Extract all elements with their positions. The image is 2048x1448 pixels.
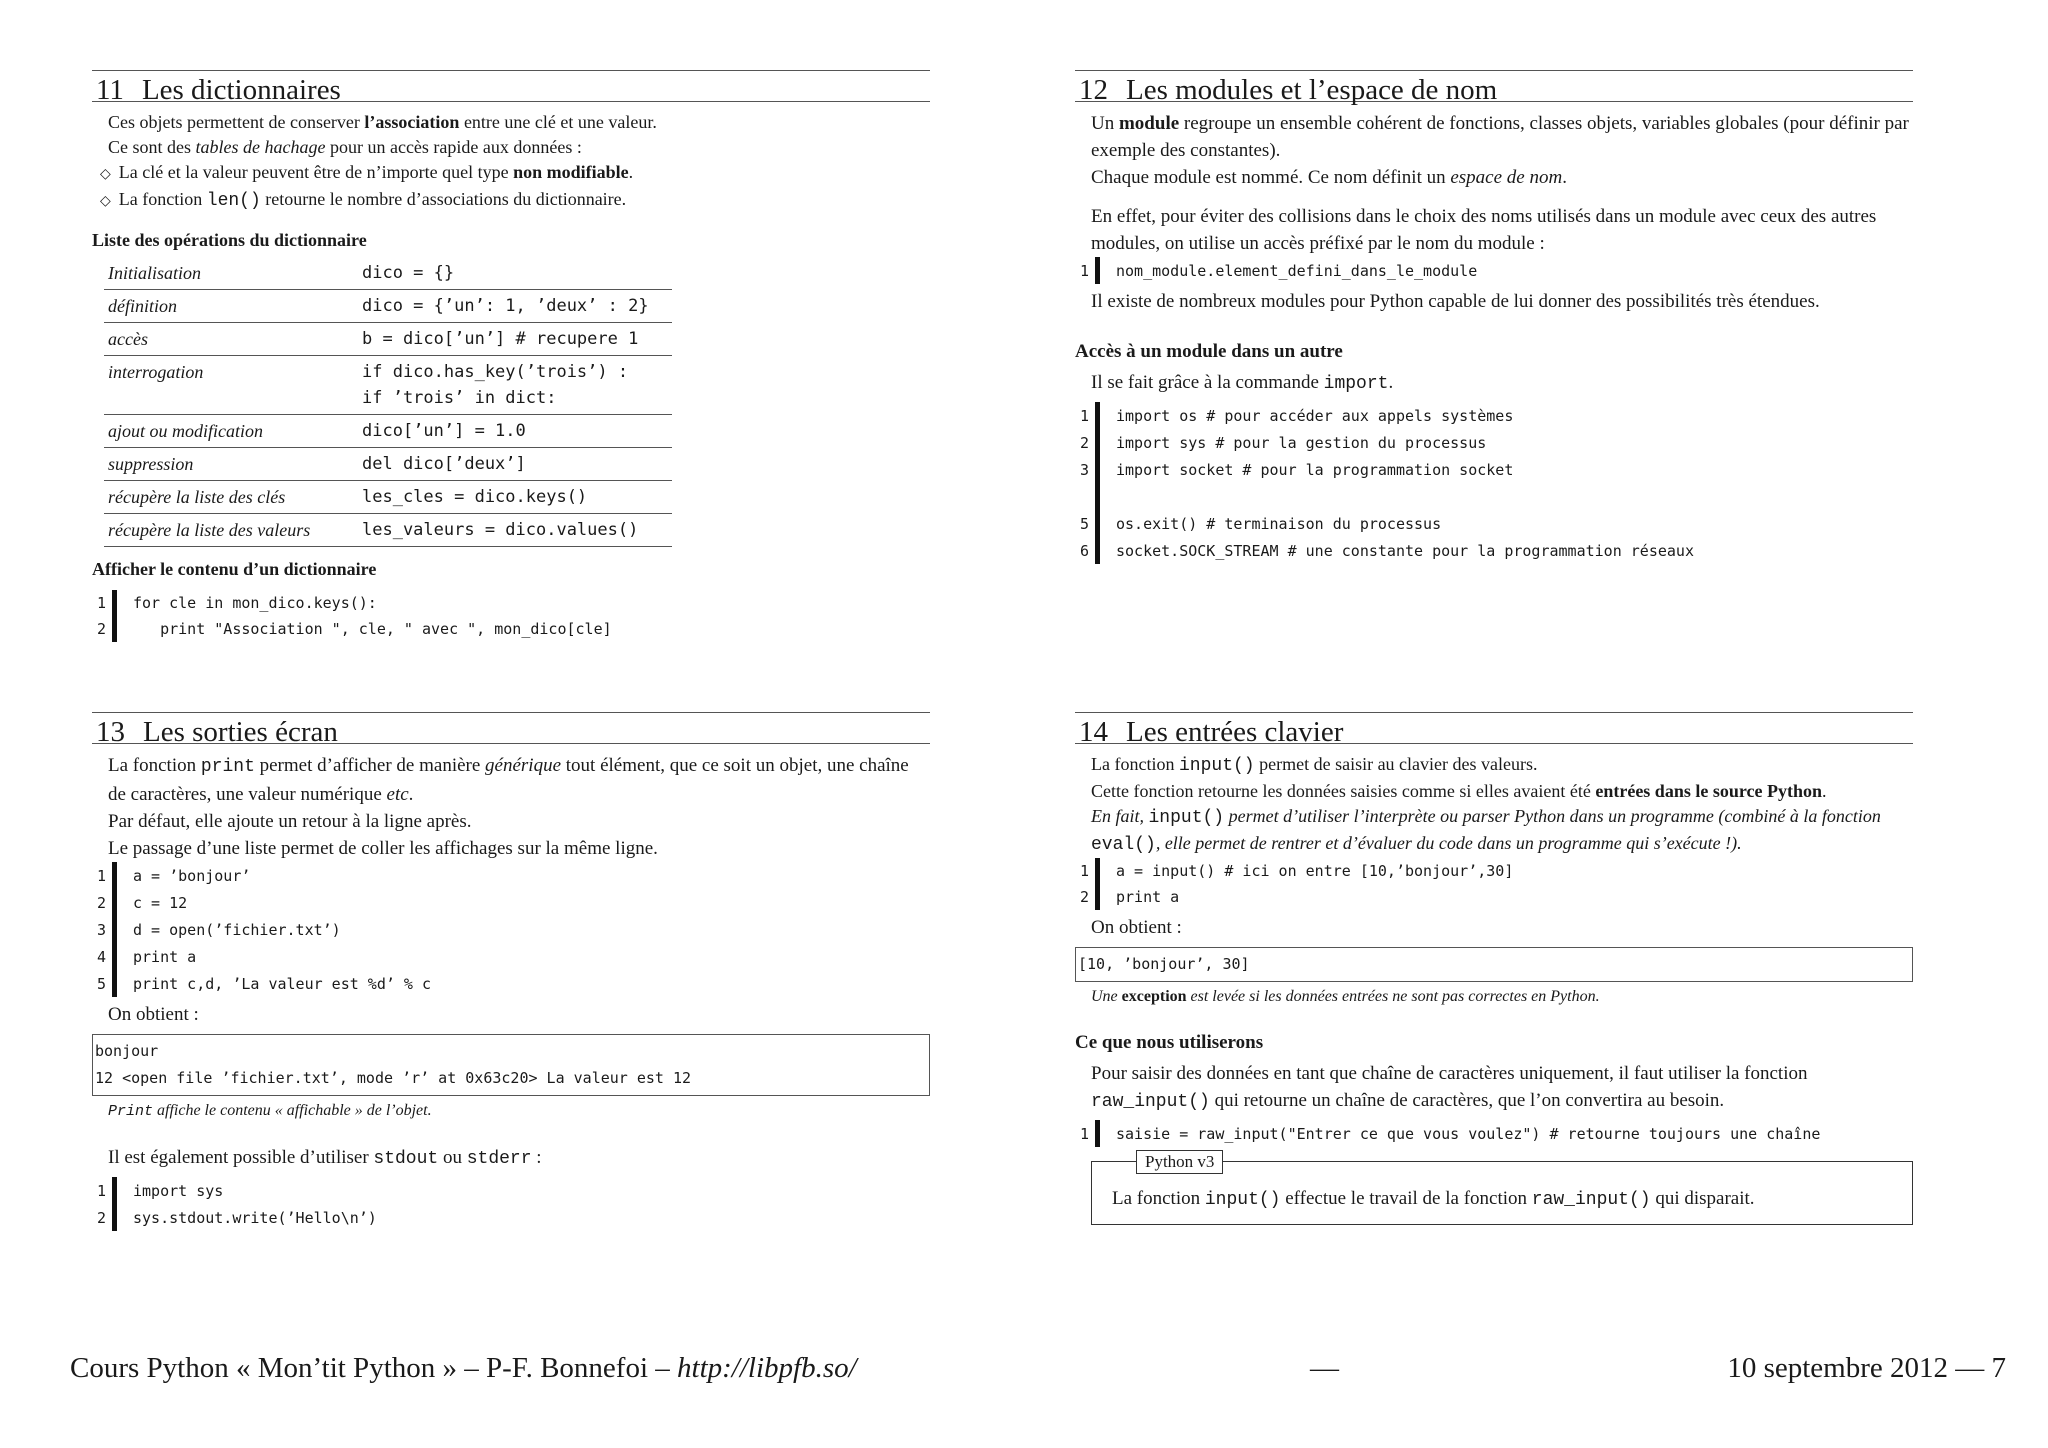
code-bar (1095, 257, 1100, 284)
box-label: Python v3 (1136, 1150, 1223, 1174)
code-bar (112, 889, 117, 916)
code-line (1075, 257, 1913, 284)
line-number: 1 (96, 1181, 106, 1200)
line-number: 1 (96, 866, 106, 885)
text: . (1822, 781, 1827, 801)
code-line (1075, 1120, 1913, 1147)
code-line (92, 862, 930, 889)
code-bar (1095, 456, 1100, 483)
text-bold: exception (1121, 988, 1187, 1005)
subheading: Afficher le contenu d’un dictionnaire (92, 559, 377, 579)
table-row (104, 323, 672, 356)
section-14 (1075, 712, 1913, 1225)
code-block (92, 862, 930, 997)
line-number: 5 (1079, 514, 1089, 533)
text: La fonction (118, 189, 207, 209)
line-number: 1 (1079, 261, 1089, 280)
section-title: Les entrées clavier (1126, 716, 1344, 748)
text: . (628, 162, 634, 182)
paragraph: Par défaut, elle ajoute un retour à la ligne après. (108, 811, 472, 832)
table-row (104, 415, 672, 448)
inline-code: input() (1204, 1190, 1281, 1210)
text: La fonction (1112, 1188, 1205, 1209)
text: Il se fait grâce à la commande (1091, 372, 1324, 393)
inline-code: stdout (373, 1149, 439, 1169)
text: Ce sont des (108, 137, 196, 157)
operation-name: récupère la liste des valeurs (104, 514, 358, 547)
paragraph: On obtient : (108, 1004, 199, 1025)
code-line (1075, 456, 1913, 483)
code-text: del dico[’deux’] (362, 454, 526, 474)
operation-code (358, 356, 672, 415)
code-text: dico = {’un’: 1, ’deux’ : 2} (362, 296, 649, 316)
line-number: 2 (1079, 888, 1089, 906)
footer-center: — (1310, 1352, 1339, 1384)
section-number: 12 (1079, 74, 1108, 106)
text-bold: entrées dans le source Python (1595, 781, 1822, 801)
code-line (92, 590, 930, 616)
code-bar (1095, 884, 1100, 910)
operation-name: accès (104, 323, 358, 356)
inline-code: import (1323, 374, 1389, 394)
line-number: 5 (96, 974, 106, 993)
code-block (92, 590, 930, 642)
footer-text: Cours Python « Mon’tit Python » – P-F. Bonnefoi – (70, 1352, 678, 1384)
code-text: print c,d, ’La valeur est %d’ % c (133, 974, 432, 993)
output-line: [10, ’bonjour’, 30] (1078, 955, 1250, 973)
table-row (104, 290, 672, 323)
code-block (1075, 402, 1913, 564)
section-title: Les sorties écran (143, 716, 338, 748)
code-bar (112, 590, 117, 616)
diamond-icon: ◇ (100, 167, 111, 182)
code-line (92, 916, 930, 943)
subheading: Liste des opérations du dictionnaire (92, 230, 367, 250)
code-line (92, 1204, 930, 1231)
section-body (92, 752, 930, 862)
text: Il est également possible d’utiliser (108, 1147, 374, 1168)
section-number: 14 (1079, 716, 1108, 748)
operation-code (358, 257, 672, 290)
text: qui retourne un chaîne de caractères, que l’on convertira au besoin. (1209, 1090, 1725, 1111)
code-bar (112, 916, 117, 943)
operation-code (358, 448, 672, 481)
table-row (104, 448, 672, 481)
text: permet d’utiliser l’interprète ou parser Python dans un programme (combiné à la fonction (1224, 806, 1881, 826)
code-bar (112, 1177, 117, 1204)
text: entre une clé et une valeur. (459, 112, 657, 132)
text: permet d’afficher de manière (254, 755, 486, 776)
code-text: socket.SOCK_STREAM # une constante pour la programmation réseaux (1116, 541, 1694, 560)
footer-left (70, 1352, 857, 1385)
note (92, 1102, 930, 1120)
code-text: c = 12 (133, 893, 188, 912)
text: retourne le nombre d’associations du dictionnaire. (260, 189, 627, 209)
code-block (1075, 858, 1913, 910)
operation-code (358, 514, 672, 547)
text: tout élément, que ce soit un objet, une chaîne de caractères, une valeur numérique (108, 755, 909, 805)
operation-name: Initialisation (104, 257, 358, 290)
code-line (92, 889, 930, 916)
table-row (104, 481, 672, 514)
text-bold: module (1118, 113, 1180, 134)
code-text: b = dico[’un’] # recupere 1 (362, 329, 639, 349)
inline-code: print (200, 757, 255, 777)
text: La clé et la valeur peuvent être de n’importe quel type (118, 162, 514, 182)
text: pour un accès rapide aux données : (325, 137, 582, 157)
text: ou (438, 1147, 467, 1168)
paragraph: En effet, pour éviter des collisions dans le choix des noms utilisés dans un module avec ceux des autres modules, on utilise un accès préfixé par le nom du module : (1091, 206, 1877, 254)
text: : (531, 1147, 542, 1168)
table-row (104, 257, 672, 290)
line-number: 1 (1079, 1124, 1089, 1143)
paragraph: Il existe de nombreux modules pour Python capable de lui donner des possibilités très étendues. (1091, 291, 1820, 312)
diamond-icon: ◇ (100, 194, 111, 209)
code-text: import sys (133, 1181, 224, 1200)
line-number: 2 (1079, 433, 1089, 452)
section-heading (1075, 712, 1913, 748)
operation-name: suppression (104, 448, 358, 481)
text-italic: etc (386, 784, 409, 805)
code-text: a = ’bonjour’ (133, 866, 251, 885)
code-line (1075, 537, 1913, 564)
python-v3-box-wrap (1075, 1152, 1913, 1225)
code-text: import socket # pour la programmation socket (1116, 460, 1514, 479)
code-bar (1095, 1120, 1100, 1147)
line-number: 1 (1079, 406, 1089, 425)
section-heading (1075, 70, 1913, 106)
code-block (92, 1177, 930, 1231)
code-bar (1095, 429, 1100, 456)
code-line (1075, 429, 1913, 456)
code-bar (1095, 483, 1100, 510)
inline-code: stderr (466, 1149, 532, 1169)
section-title: Les modules et l’espace de nom (1126, 74, 1498, 106)
paragraph (1075, 369, 1913, 398)
section-number: 13 (96, 716, 125, 748)
text: La fonction (108, 755, 201, 776)
operation-name: récupère la liste des clés (104, 481, 358, 514)
text: Ces objets permettent de conserver (108, 112, 365, 132)
text: Un (1091, 113, 1119, 134)
text: regroupe un ensemble cohérent de fonctions, classes objets, variables globales (pour définir par exemple des constantes). (1091, 113, 1909, 161)
python-v3-box (1091, 1152, 1913, 1225)
operations-table (104, 257, 672, 547)
text: En fait, (1091, 806, 1149, 826)
subheading: Ce que nous utiliserons (1075, 1032, 1264, 1053)
inline-code: Print (108, 1103, 154, 1120)
text-bold: l’association (364, 112, 460, 132)
code-text: les_valeurs = dico.values() (362, 520, 639, 540)
code-text: dico = {} (362, 263, 455, 283)
footer-right: 10 septembre 2012 — 7 (1727, 1352, 2006, 1384)
text-bold: non modifiable (513, 162, 629, 182)
line-number: 2 (96, 620, 106, 638)
text: est levée si les données entrées ne sont pas correctes en Python. (1186, 988, 1600, 1005)
operation-code (358, 323, 672, 356)
bullet-list (92, 160, 930, 214)
code-line (92, 1177, 930, 1204)
code-text: a = input() # ici on entre [10,’bonjour’,30] (1116, 862, 1514, 880)
operation-name: ajout ou modification (104, 415, 358, 448)
inline-code: eval() (1091, 835, 1156, 855)
code-bar (1095, 858, 1100, 884)
code-line (1075, 858, 1913, 884)
code-line (92, 943, 930, 970)
paragraph (1091, 804, 1913, 858)
paragraph (108, 752, 930, 808)
text: La fonction (1091, 754, 1179, 774)
note (1075, 988, 1913, 1006)
line-number: 3 (1079, 460, 1089, 479)
inline-code: raw_input() (1091, 1092, 1210, 1112)
line-number: 3 (96, 920, 106, 939)
inline-code: input() (1148, 808, 1225, 828)
section-13 (92, 712, 930, 1235)
code-bar (1095, 510, 1100, 537)
code-line (1075, 510, 1913, 537)
text-italic: tables de hachage (195, 137, 326, 157)
code-block (1075, 257, 1913, 284)
paragraph (1091, 779, 1913, 804)
code-text: d = open(’fichier.txt’) (133, 920, 341, 939)
bullet-item (100, 160, 930, 187)
paragraph (1075, 1060, 1913, 1116)
operation-code (358, 415, 672, 448)
operation-code (358, 290, 672, 323)
code-text: sys.stdout.write(’Hello\n’) (133, 1208, 377, 1227)
code-line (92, 616, 930, 642)
line-number: 1 (96, 594, 106, 612)
output-box (92, 1034, 930, 1096)
text: affiche le contenu « affichable » de l’objet. (153, 1102, 432, 1119)
text: Pour saisir des données en tant que chaîne de caractères uniquement, il faut utiliser la fonction (1091, 1063, 1808, 1084)
paragraph (1091, 164, 1913, 191)
line-number: 4 (96, 947, 106, 966)
line-number: 2 (96, 893, 106, 912)
section-body (92, 110, 930, 160)
table-row (104, 356, 672, 415)
code-line (1075, 483, 1913, 510)
code-text: nom_module.element_defini_dans_le_module (1116, 261, 1478, 280)
paragraph: Le passage d’une liste permet de coller les affichages sur la même ligne. (108, 838, 658, 859)
code-bar (112, 1204, 117, 1231)
paragraph (1091, 110, 1913, 164)
text: . (408, 784, 414, 805)
paragraph (92, 1144, 930, 1173)
section-title: Les dictionnaires (141, 74, 341, 106)
code-text: if ’trois’ in dict: (362, 388, 557, 408)
code-bar (112, 616, 117, 642)
code-text: if dico.has_key(’trois’) : (362, 362, 629, 382)
paragraph: On obtient : (1091, 917, 1182, 938)
code-text: import sys # pour la gestion du processus (1116, 433, 1487, 452)
code-bar (112, 862, 117, 889)
code-bar (112, 943, 117, 970)
line-number: 2 (96, 1208, 106, 1227)
code-block (1075, 1120, 1913, 1147)
text: , elle permet de rentrer et d’évaluer du code dans un programme qui s’exécute !). (1155, 833, 1742, 853)
code-text: print a (133, 947, 197, 966)
code-text: for cle in mon_dico.keys(): (133, 594, 377, 612)
output-box (1075, 947, 1913, 982)
table-row (104, 514, 672, 547)
text: permet de saisir au clavier des valeurs. (1254, 754, 1538, 774)
code-line (92, 970, 930, 997)
operation-code (358, 481, 672, 514)
operation-name: définition (104, 290, 358, 323)
paragraph (108, 110, 930, 135)
code-text: os.exit() # terminaison du processus (1116, 514, 1442, 533)
code-text: print a (1116, 888, 1180, 906)
output-line: 12 <open file ’fichier.txt’, mode ’r’ at 0x63c20> La valeur est 12 (95, 1069, 692, 1087)
code-text: dico[’un’] = 1.0 (362, 421, 526, 441)
subheading: Accès à un module dans un autre (1075, 341, 1343, 362)
text: . (1388, 372, 1394, 393)
text-italic: espace de nom (1450, 167, 1563, 188)
text: . (1562, 167, 1567, 188)
text: Une (1091, 988, 1122, 1005)
bullet-item (100, 187, 930, 214)
code-text: les_cles = dico.keys() (362, 487, 588, 507)
text: qui disparait. (1650, 1188, 1755, 1209)
text: Chaque module est nommé. Ce nom définit un (1091, 167, 1451, 188)
section-body (1075, 110, 1913, 257)
code-text: import os # pour accéder aux appels systèmes (1116, 406, 1514, 425)
section-12 (1075, 70, 1913, 568)
line-number: 6 (1079, 541, 1089, 560)
code-text: print "Association ", cle, " avec ", mon_dico[cle] (133, 620, 612, 638)
text: Cette fonction retourne les données saisies comme si elles avaient été (1091, 781, 1596, 801)
text-italic: générique (485, 755, 562, 776)
footer-link[interactable]: http://libpfb.so/ (677, 1352, 857, 1384)
output-line: bonjour (95, 1042, 159, 1060)
code-text: saisie = raw_input("Entrer ce que vous voulez") # retourne toujours une chaîne (1116, 1124, 1821, 1143)
section-heading (92, 70, 930, 106)
code-bar (1095, 537, 1100, 564)
paragraph (108, 135, 930, 160)
code-bar (1095, 402, 1100, 429)
section-body (1075, 752, 1913, 858)
code-line (1075, 402, 1913, 429)
inline-code: len() (206, 191, 261, 211)
operation-name: interrogation (104, 356, 358, 415)
section-number: 11 (96, 74, 124, 106)
code-bar (112, 970, 117, 997)
section-heading (92, 712, 930, 748)
text: effectue le travail de la fonction (1280, 1188, 1532, 1209)
paragraph (1091, 752, 1913, 779)
line-number: 1 (1079, 862, 1089, 880)
inline-code: raw_input() (1531, 1190, 1651, 1210)
inline-code: input() (1178, 756, 1255, 776)
code-line (1075, 884, 1913, 910)
section-11 (92, 70, 930, 646)
